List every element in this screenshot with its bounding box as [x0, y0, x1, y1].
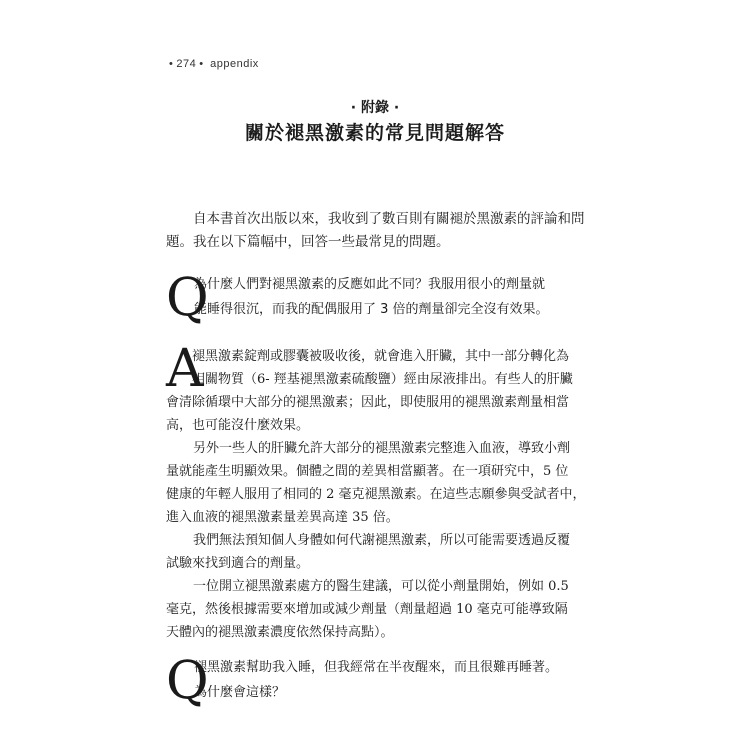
answer-line: 我們無法預知個人身體如何代謝褪黑激素，所以可能需要透過反覆 [193, 533, 571, 548]
question-line: 為什麼會這樣？ [194, 685, 286, 700]
question-line: 能睡得很沉，而我的配偶服用了 3 倍的劑量卻完全沒有效果。 [194, 302, 549, 317]
answer-line: 褪黑激素錠劑或膠囊被吸收後，就會進入肝臟，其中一部分轉化為 [192, 349, 570, 364]
answer-line: 毫克，然後根據需要來增加或減少劑量（劑量超過 10 毫克可能導致隔 [166, 602, 568, 617]
page-number: 274 [176, 58, 197, 70]
drop-cap-q: Q [166, 268, 209, 328]
bullet-icon: • [199, 58, 204, 70]
appendix-label-text: 附錄 [361, 100, 389, 116]
bullet-icon: • [169, 58, 174, 70]
answer-line: 進入血液的褪黑激素量差異高達 35 倍。 [166, 510, 399, 525]
page-title: 關於褪黑激素的常見問題解答 [244, 122, 505, 144]
intro-line: 題。我在以下篇幅中，回答一些最常見的問題。 [166, 234, 450, 250]
section-label: appendix [210, 58, 259, 70]
answer-line: 量就能產生明顯效果。個體之間的差異相當顯著。在一項研究中，5 位 [166, 464, 569, 479]
answer-line: 試驗來找到適合的劑量。 [166, 556, 310, 571]
answer-line: 天體內的褪黑激素濃度依然保持高點）。 [166, 625, 394, 640]
answer-line: 高，也可能沒什麼效果。 [166, 418, 310, 433]
intro-line: 自本書首次出版以來，我收到了數百則有關褪於黑激素的評論和問 [193, 211, 585, 227]
question-2 [166, 651, 591, 715]
answer-line: 一位開立褪黑激素處方的醫生建議，可以從小劑量開始，例如 0.5 [193, 579, 569, 594]
question-line: 為什麼人們對褪黑激素的反應如此不同？我服用很小的劑量就 [194, 277, 546, 292]
drop-cap-q: Q [166, 651, 209, 711]
question-line: 褪黑激素幫助我入睡，但我經常在半夜醒來，而且很難再睡著。 [194, 660, 559, 675]
intro-paragraph [166, 208, 586, 254]
answer-line: 相關物質（6- 羥基褪黑激素硫酸鹽）經由尿液排出。有些人的肝臟 [192, 372, 573, 387]
running-header [166, 58, 259, 70]
answer-line: 另外一些人的肝臟允許大部分的褪黑激素完整進入血液，導致小劑 [193, 441, 571, 456]
appendix-label: · 附錄 · [350, 100, 400, 116]
drop-cap-a: A [166, 339, 204, 399]
answer-line: 健康的年輕人服用了相同的 2 毫克褪黑激素。在這些志願參與受試者中， [166, 487, 586, 502]
answer-1 [166, 339, 591, 644]
question-1 [166, 268, 591, 332]
answer-line: 會清除循環中大部分的褪黑激素；因此，即使服用的褪黑激素劑量相當 [166, 395, 570, 410]
